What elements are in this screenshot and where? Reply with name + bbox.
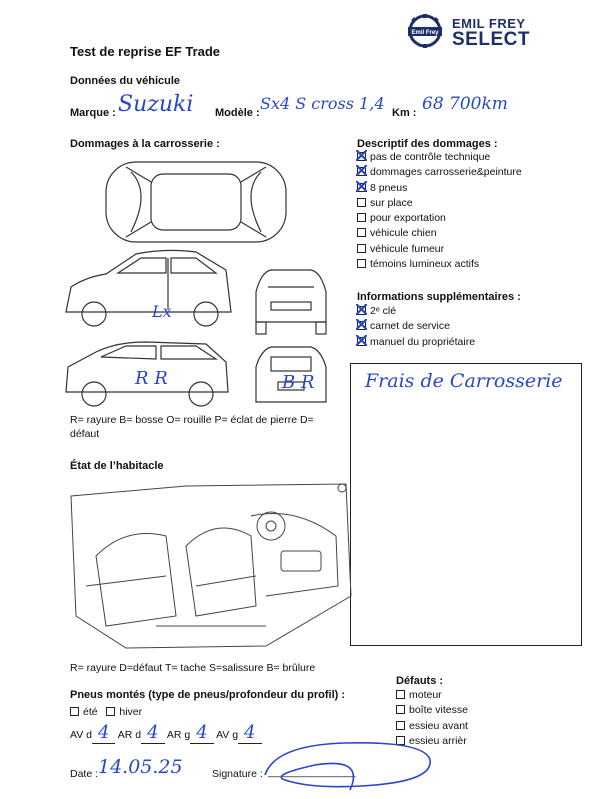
extra-item[interactable]: carnet de service <box>357 319 475 334</box>
marque-value[interactable]: Suzuki <box>118 92 194 117</box>
km-label: Km : <box>392 107 417 119</box>
checkbox-icon[interactable] <box>357 198 366 207</box>
notes-box[interactable] <box>350 363 582 646</box>
checkbox-icon[interactable] <box>357 306 366 315</box>
checkbox-icon[interactable] <box>357 213 366 222</box>
tire-arg-value[interactable]: 4 <box>190 722 213 744</box>
damage-desc-heading: Descriptif des dommages : <box>357 138 498 150</box>
tire-summer-label: été <box>83 706 98 718</box>
car-top-view-icon <box>106 162 286 242</box>
signature-scribble-icon <box>255 735 445 795</box>
modele-label: Modèle : <box>215 107 260 119</box>
extra-info-heading: Informations supplémentaires : <box>357 291 521 303</box>
damage-item[interactable]: sur place <box>357 196 522 211</box>
tire-avg-value[interactable]: 4 <box>238 722 261 744</box>
emil-frey-badge-icon <box>404 14 446 50</box>
damage-desc-list <box>357 150 522 272</box>
tire-ard-value[interactable]: 4 <box>141 722 164 744</box>
checkbox-icon[interactable] <box>357 183 366 192</box>
extra-item[interactable]: manuel du propriétaire <box>357 335 475 350</box>
interior-legend: R= rayure D=défaut T= tache S=salissure B= brûlure <box>70 662 316 674</box>
tire-type-row <box>70 706 142 718</box>
rear-annotation[interactable]: B R <box>282 372 315 393</box>
logo <box>404 14 554 54</box>
body-damage-legend: R= rayure B= bosse O= rouille P= éclat de pierre D= défaut <box>70 414 314 440</box>
signature-label: Signature : <box>212 768 263 780</box>
modele-value[interactable]: Sx4 S cross 1,4 <box>260 94 385 113</box>
car-diagrams <box>56 152 346 407</box>
checkbox-icon[interactable] <box>396 705 405 714</box>
logo-line2: SELECT <box>452 29 530 50</box>
car-interior-icon <box>66 476 356 656</box>
side-annotation[interactable]: Lx <box>152 302 172 321</box>
damage-item[interactable]: pour exportation <box>357 211 522 226</box>
damage-item[interactable]: véhicule fumeur <box>357 242 522 257</box>
extra-item[interactable]: 2ᵉ clé <box>357 304 475 319</box>
defect-item[interactable]: essieu arrièr <box>396 734 468 749</box>
checkbox-icon[interactable] <box>357 167 366 176</box>
tires-heading: Pneus montés (type de pneus/profondeur du profil) : <box>70 689 346 701</box>
checkbox-icon[interactable] <box>357 244 366 253</box>
logo-badge-text: Emil Frey <box>411 30 439 36</box>
car-side-view-icon <box>66 250 231 326</box>
defects-heading: Défauts : <box>396 675 444 687</box>
extra-info-list <box>357 304 475 350</box>
damage-item[interactable]: témoins lumineux actifs <box>357 257 522 272</box>
checkbox-icon[interactable] <box>357 337 366 346</box>
damage-item[interactable]: pas de contrôle technique <box>357 150 522 165</box>
checkbox-icon[interactable] <box>70 707 79 716</box>
marque-label: Marque : <box>70 107 116 119</box>
interior-heading: État de l’habitacle <box>70 460 164 472</box>
checkbox-icon[interactable] <box>357 259 366 268</box>
notes-text: Frais de Carrosserie <box>365 370 563 392</box>
car-front-view-icon <box>256 270 326 334</box>
logo-line1: EMIL FREY <box>452 16 526 31</box>
date-value[interactable]: 14.05.25 <box>98 756 183 778</box>
damage-item[interactable]: 8 pneus <box>357 181 522 196</box>
tire-avd-value[interactable]: 4 <box>92 722 115 744</box>
page-title: Test de reprise EF Trade <box>70 44 221 59</box>
defect-item[interactable]: moteur <box>396 688 468 703</box>
tire-winter-label: hiver <box>119 706 143 718</box>
checkbox-icon[interactable] <box>357 228 366 237</box>
checkbox-icon[interactable] <box>357 152 366 161</box>
checkbox-icon[interactable] <box>357 321 366 330</box>
signature-line[interactable]: _______________ <box>268 766 356 778</box>
checkbox-icon[interactable] <box>396 721 405 730</box>
defect-item[interactable]: essieu avant <box>396 719 468 734</box>
body-damage-heading: Dommages à la carrosserie : <box>70 138 220 150</box>
tire-depth-row: AV d 4 AR d 4 AR g 4 AV g 4 <box>70 722 262 743</box>
checkbox-icon[interactable] <box>396 690 405 699</box>
damage-item[interactable]: véhicule chien <box>357 226 522 241</box>
checkbox-icon[interactable] <box>106 707 115 716</box>
defect-item[interactable]: boîte vitesse <box>396 703 468 718</box>
km-value[interactable]: 68 700km <box>422 94 508 114</box>
damage-item[interactable]: dommages carrosserie&peinture <box>357 165 522 180</box>
vehicle-heading: Données du véhicule <box>70 75 181 87</box>
date-label: Date : <box>70 768 99 780</box>
left-side-annotation[interactable]: R R <box>135 368 168 389</box>
